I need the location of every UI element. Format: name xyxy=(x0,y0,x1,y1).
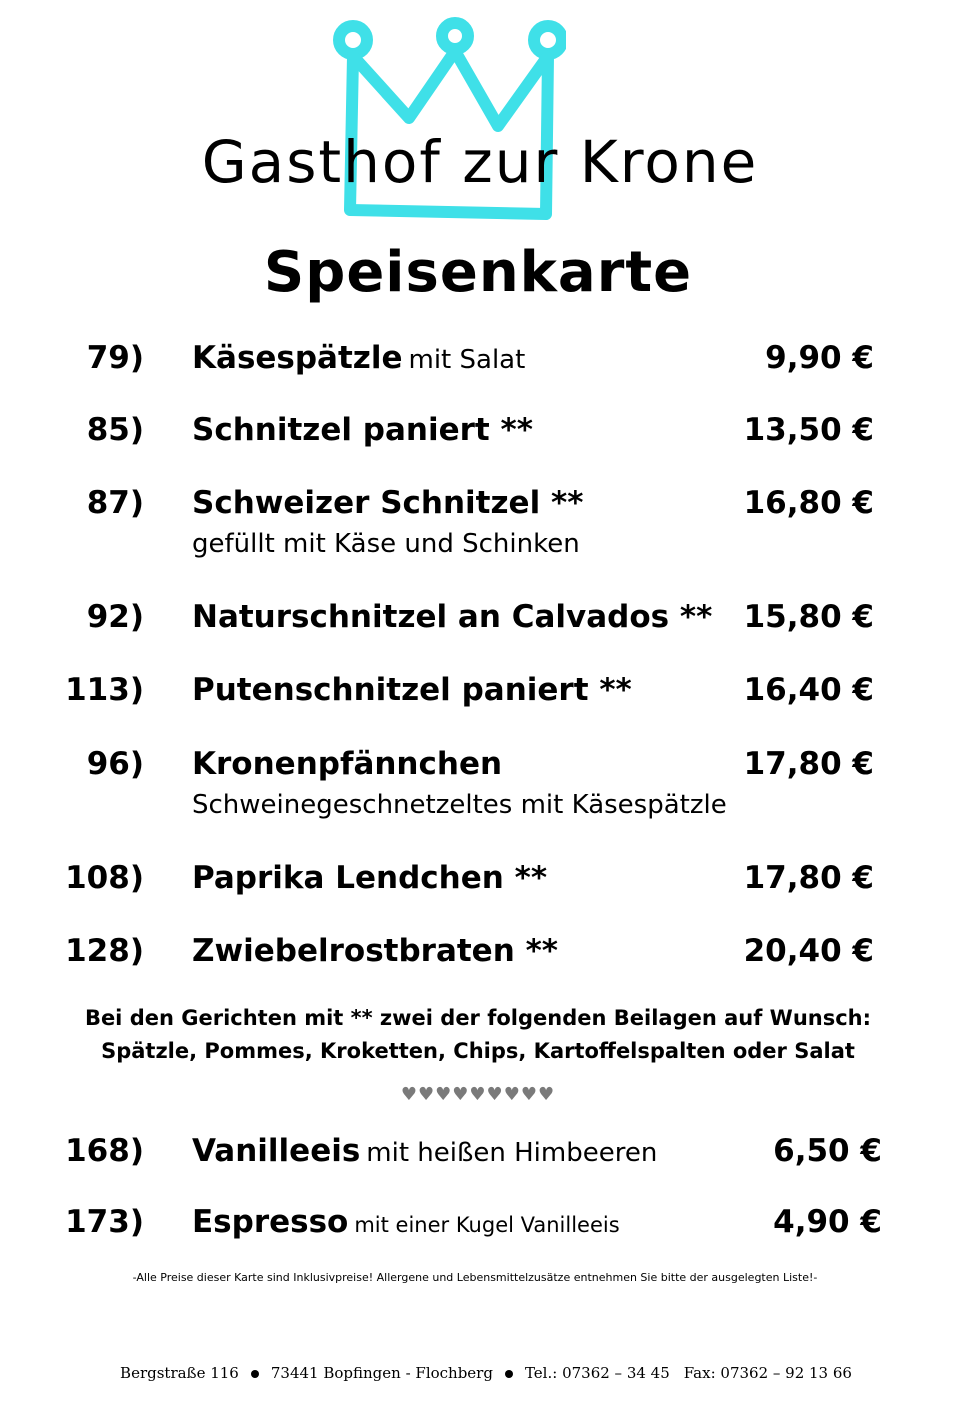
crown-logo-icon xyxy=(326,14,566,236)
item-title: Kronenpfännchen xyxy=(192,746,503,782)
menu-item xyxy=(0,412,966,452)
item-number: 85) xyxy=(86,412,144,448)
item-name xyxy=(192,1204,620,1240)
side-note-line-1: Bei den Gerichten mit ** zwei der folgenden Beilagen auf Wunsch: xyxy=(84,1006,872,1030)
item-price: 6,50 € xyxy=(773,1133,882,1169)
item-description: gefüllt mit Käse und Schinken xyxy=(192,529,580,559)
item-title: Käsespätzle xyxy=(192,340,403,376)
item-title: Espresso xyxy=(192,1204,349,1240)
item-name xyxy=(192,599,712,635)
item-title: Schweizer Schnitzel ** xyxy=(192,485,584,521)
item-number: 173) xyxy=(65,1204,144,1240)
hearts-divider-icon: ♥♥♥♥♥♥♥♥♥ xyxy=(400,1084,556,1105)
item-title: Vanilleeis xyxy=(192,1133,361,1169)
item-title: Putenschnitzel paniert ** xyxy=(192,672,632,708)
item-number: 128) xyxy=(65,933,144,969)
footer-fax: Fax: 07362 – 92 13 66 xyxy=(683,1364,852,1382)
item-suffix: mit einer Kugel Vanilleeis xyxy=(354,1213,620,1237)
side-note-line-2: Spätzle, Pommes, Kroketten, Chips, Kartoffelspalten oder Salat xyxy=(101,1039,855,1063)
menu-title: Speisenkarte xyxy=(263,240,693,305)
item-price: 15,80 € xyxy=(743,599,874,635)
item-number: 79) xyxy=(86,340,144,376)
item-name xyxy=(192,1133,657,1169)
item-price: 20,40 € xyxy=(743,933,874,969)
item-name xyxy=(192,672,632,708)
menu-item xyxy=(0,340,966,380)
item-suffix: mit heißen Himbeeren xyxy=(366,1138,658,1168)
item-number: 96) xyxy=(86,746,144,782)
item-name xyxy=(192,485,583,521)
footer-city: 73441 Bopfingen - Flochberg xyxy=(270,1364,493,1382)
footer-street: Bergstraße 116 xyxy=(120,1364,239,1382)
menu-item xyxy=(0,485,966,559)
item-price: 9,90 € xyxy=(765,340,874,376)
item-number: 113) xyxy=(65,672,144,708)
item-number: 108) xyxy=(65,860,144,896)
bullet-icon xyxy=(505,1370,513,1378)
side-dish-note xyxy=(0,1002,956,1068)
item-price: 4,90 € xyxy=(773,1204,882,1240)
item-suffix: mit Salat xyxy=(408,345,526,375)
menu-item xyxy=(0,860,966,900)
item-title: Naturschnitzel an Calvados ** xyxy=(192,599,713,635)
item-price: 16,40 € xyxy=(743,672,874,708)
item-name xyxy=(192,340,525,376)
item-number: 87) xyxy=(86,485,144,521)
item-price: 16,80 € xyxy=(743,485,874,521)
price-disclaimer: -Alle Preise dieser Karte sind Inklusivpreise! Allergene und Lebensmittelzusätze entnehmen Sie bitte der ausgelegten Liste!- xyxy=(132,1271,818,1284)
menu-item xyxy=(0,746,966,820)
item-number: 168) xyxy=(65,1133,144,1169)
item-title: Schnitzel paniert ** xyxy=(192,412,533,448)
menu-item xyxy=(0,599,966,639)
menu-item xyxy=(0,672,966,712)
item-title: Zwiebelrostbraten ** xyxy=(192,933,558,969)
item-name xyxy=(192,860,547,896)
address-footer xyxy=(0,1364,966,1382)
item-price: 13,50 € xyxy=(743,412,874,448)
item-number: 92) xyxy=(86,599,144,635)
menu-item xyxy=(0,1133,966,1173)
item-title: Paprika Lendchen ** xyxy=(192,860,548,896)
menu-item xyxy=(0,1204,966,1244)
item-name xyxy=(192,746,502,782)
item-price: 17,80 € xyxy=(743,860,874,896)
footer-phone: Tel.: 07362 – 34 45 xyxy=(524,1364,670,1382)
bullet-icon xyxy=(251,1370,259,1378)
menu-item xyxy=(0,933,966,973)
item-price: 17,80 € xyxy=(743,746,874,782)
item-name xyxy=(192,412,533,448)
item-name xyxy=(192,933,558,969)
item-description: Schweinegeschnetzeltes mit Käsespätzle xyxy=(192,790,727,820)
restaurant-name: Gasthof zur Krone xyxy=(201,128,759,196)
